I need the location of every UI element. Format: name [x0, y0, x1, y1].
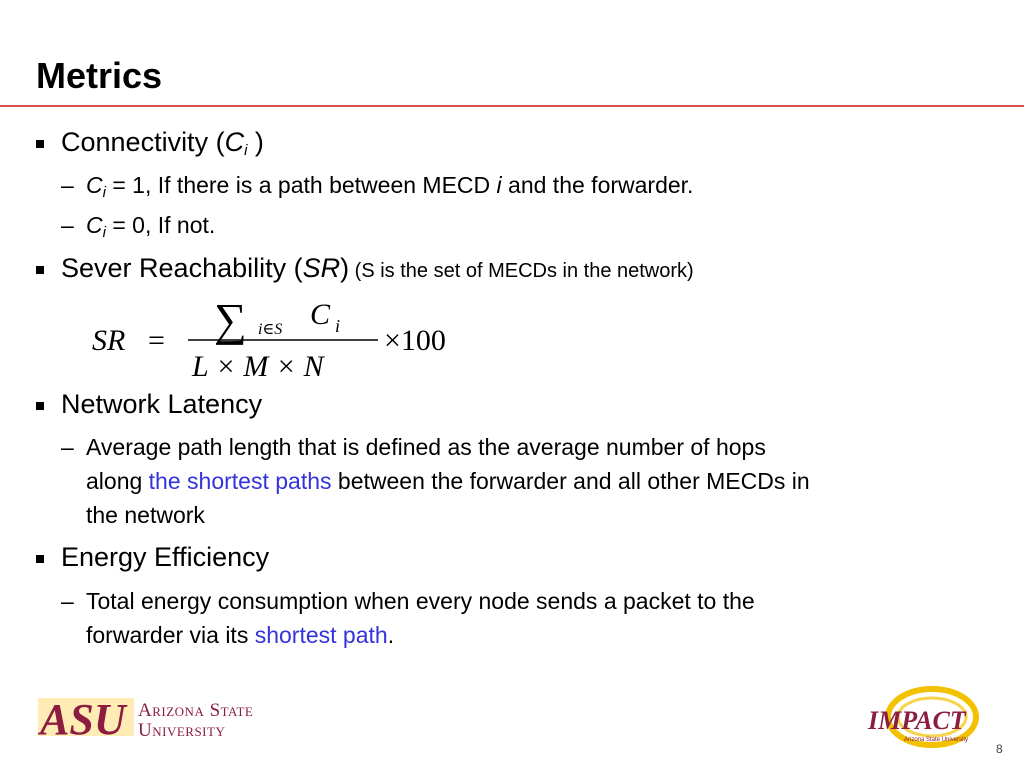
- impact-logo: [860, 683, 990, 755]
- ci-one-text-a: = 1, If there is a path between MECD: [105, 172, 497, 198]
- formula-lhs: SR: [92, 324, 126, 357]
- impact-sub: Arizona State University: [904, 737, 969, 743]
- formula-multiplier: ×100: [384, 324, 446, 357]
- asu-line-2: University: [138, 720, 226, 741]
- formula-numerator-var: C: [310, 298, 331, 331]
- impact-name: IMPACT: [868, 706, 966, 735]
- formula-eq: =: [148, 324, 165, 357]
- latency-line-1: Average path length that is defined as the average number of hops: [86, 434, 766, 460]
- connectivity-var: C: [224, 127, 245, 157]
- shortest-paths-link[interactable]: the shortest paths: [148, 468, 332, 494]
- sr-var: SR: [302, 253, 341, 283]
- slide-title: Metrics: [36, 55, 163, 96]
- sr-formula: [90, 290, 490, 390]
- ci-sub: i: [102, 184, 106, 201]
- asu-mark: ASU: [40, 695, 126, 744]
- latency-line-2b: between the forwarder and all other MECDs in: [331, 468, 810, 494]
- ci-zero-text: = 0, If not.: [105, 212, 216, 238]
- formula-sum-index: i∈S: [258, 321, 283, 338]
- latency-line-3: the network: [86, 502, 205, 528]
- square-bullet-icon: [36, 402, 44, 410]
- title-divider: [0, 105, 1024, 107]
- square-bullet-icon: [36, 266, 44, 274]
- shortest-path-link[interactable]: shortest path: [254, 622, 388, 648]
- square-bullet-icon: [36, 140, 44, 148]
- connectivity-label: Connectivity (: [61, 127, 225, 157]
- energy-line-2a: forwarder via its: [86, 622, 255, 648]
- ci-var: C: [86, 212, 103, 238]
- dash-bullet: –: [61, 434, 74, 460]
- sever-close: ): [340, 253, 350, 283]
- asu-line-1: Arizona State: [138, 700, 254, 721]
- formula-numerator-sub: i: [335, 316, 341, 336]
- dash-bullet: –: [61, 212, 74, 238]
- ci-one-ivar: i: [496, 172, 502, 198]
- ci-var: C: [86, 172, 103, 198]
- latency-label: Network Latency: [61, 389, 263, 419]
- energy-label: Energy Efficiency: [61, 542, 270, 572]
- ci-sub: i: [102, 224, 106, 241]
- formula-sum-symbol: ∑: [214, 294, 247, 345]
- connectivity-close: ): [247, 127, 264, 157]
- slide-number: 8: [996, 742, 1003, 756]
- dash-bullet: –: [61, 588, 74, 614]
- asu-logo: [38, 690, 308, 750]
- sever-note: (S is the set of MECDs in the network): [349, 260, 694, 282]
- energy-line-2b: .: [387, 622, 395, 648]
- connectivity-sub: i: [244, 142, 248, 159]
- sever-label: Sever Reachability (: [61, 253, 303, 283]
- formula-denominator: L × M × N: [192, 350, 324, 383]
- ci-one-text-b: and the forwarder.: [501, 172, 694, 198]
- energy-line-1: Total energy consumption when every node sends a packet to the: [86, 588, 755, 614]
- latency-line-2a: along: [86, 468, 149, 494]
- square-bullet-icon: [36, 555, 44, 563]
- dash-bullet: –: [61, 172, 74, 198]
